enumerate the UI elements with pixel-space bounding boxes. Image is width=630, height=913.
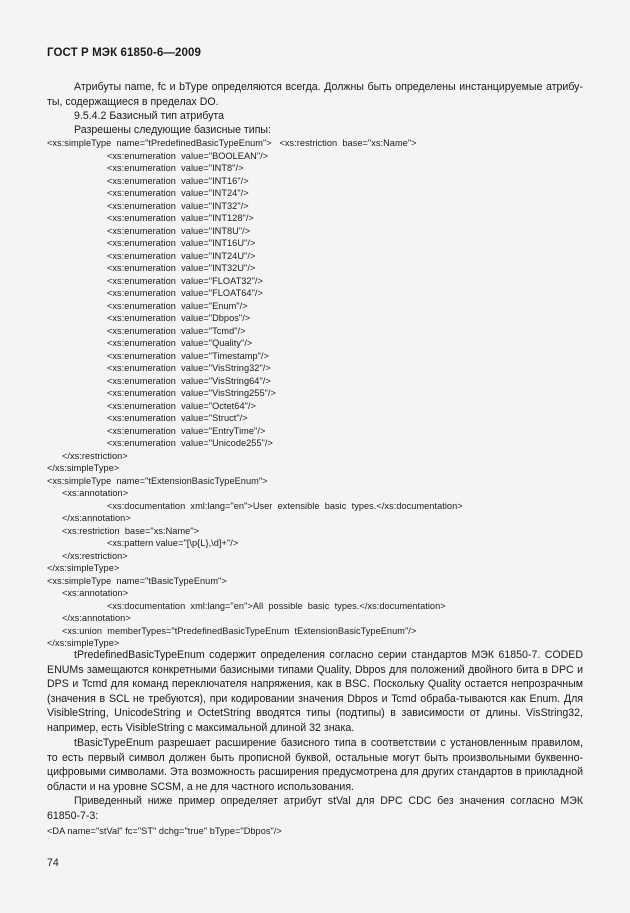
page-number: 74 xyxy=(47,857,59,869)
enum-line: <xs:enumeration value="Dbpos"/> xyxy=(107,313,251,323)
enum-line: <xs:enumeration value="VisString32"/> xyxy=(107,363,271,373)
enum-line: <xs:enumeration value="EntryTime"/> xyxy=(107,425,266,436)
enum-line: <xs:enumeration value="INT8"/> xyxy=(107,163,244,173)
intro-paragraph: Атрибуты name, fc и bType определяются всегда. Должны быть определены инстанцируемые атрибу-ты, содержащиеся в пределах DO. xyxy=(47,81,583,108)
code-line: <xs:documentation xml:lang="en">All possible basic types.</xs:documentation> xyxy=(107,600,446,611)
enum-line: <xs:enumeration value="INT24"/> xyxy=(107,188,249,198)
code-line: </xs:restriction> xyxy=(62,550,128,561)
code-line: </xs:simpleType> xyxy=(47,563,120,573)
code-line: <xs:annotation> xyxy=(62,588,129,598)
enum-line: <xs:enumeration value="VisString255"/> xyxy=(107,388,276,398)
enum-line: <xs:enumeration value="Quality"/> xyxy=(107,338,253,348)
code-line: <xs:simpleType name="tExtensionBasicTypeEnum"> xyxy=(47,475,268,486)
enum-line: <xs:enumeration value="INT128"/> xyxy=(107,213,254,223)
code-line: <xs:pattern value="[\p{L},\d]+"/> xyxy=(107,538,239,548)
enum-line: <xs:enumeration value="INT24U"/> xyxy=(107,250,256,261)
body-paragraph-basic: tBasicTypeEnum разрешает расширение базисного типа в соответствии с установленным правилом, то есть первый символ должен быть прописной буквой, остальные могут быть произвольными буквенно-цифровыми символами. Эта возможность расширения предусмотрена для других стандартов в прикладной области и на уровне SCSM, а не для частного использования. xyxy=(47,737,583,793)
enum-line: <xs:enumeration value="Struct"/> xyxy=(107,413,248,423)
body-paragraph-predefined: tPredefinedBasicTypeEnum содержит определения согласно серии стандартов МЭК 61850-7. CODED ENUMs замещаются конкретными базисными типами Quality, Dbpos для положений двойного бита в DPC и DPS и Tcmd для команд переключателя напряжения, как в BSC. Поскольку Quality остается непрозрачным (значения в SCL не требуются), при кодировании значения Dbpos и Tcmd обраба-тываются как Enum. Для VisibleString, UnicodeString и OctetString вводятся типы (подтипы) в зависимости от длины. VisString32, например, есть VisibleString с максимальной длиной 32 знака. xyxy=(47,649,583,734)
example-code-line: <DA name="stVal" fc="ST" dchg="true" bType="Dbpos"/> xyxy=(47,826,282,836)
enum-line: <xs:enumeration value="INT32U"/> xyxy=(107,263,256,273)
enum-line: <xs:enumeration value="INT8U"/> xyxy=(107,225,251,236)
code-line: <xs:simpleType name="tPredefinedBasicTypeEnum"> <xs:restriction base="xs:Name"> xyxy=(47,138,417,148)
enum-line: <xs:enumeration value="Timestamp"/> xyxy=(107,350,269,361)
code-line: </xs:simpleType> xyxy=(47,463,120,473)
enum-line: <xs:enumeration value="Enum"/> xyxy=(107,300,248,311)
enum-line: <xs:enumeration value="Octet64"/> xyxy=(107,400,256,411)
body-paragraph-example: Приведенный ниже пример определяет атрибут stVal для DPC CDC без значения согласно МЭК 61850-7-3: xyxy=(47,795,583,822)
enum-line: <xs:enumeration value="INT16U"/> xyxy=(107,238,256,248)
section-heading: 9.5.4.2 Базисный тип атрибута xyxy=(74,110,224,122)
code-line: </xs:restriction> xyxy=(62,450,128,461)
enum-line: <xs:enumeration value="BOOLEAN"/> xyxy=(107,150,269,161)
enum-line: <xs:enumeration value="FLOAT64"/> xyxy=(107,288,263,298)
code-line: <xs:restriction base="xs:Name"> xyxy=(62,525,200,536)
code-line: <xs:simpleType name="tBasicTypeEnum"> xyxy=(47,575,227,586)
allowed-types-text: Разрешены следующие базисные типы: xyxy=(74,124,271,136)
enum-line: <xs:enumeration value="VisString64"/> xyxy=(107,375,271,386)
code-line: <xs:annotation> xyxy=(62,488,129,498)
enum-line: <xs:enumeration value="INT32"/> xyxy=(107,200,249,211)
code-line: </xs:annotation> xyxy=(62,613,131,623)
enum-line: <xs:enumeration value="Tcmd"/> xyxy=(107,325,246,336)
page-header: ГОСТ Р МЭК 61850-6—2009 xyxy=(47,47,201,59)
code-line: </xs:annotation> xyxy=(62,513,131,523)
code-line: </xs:simpleType> xyxy=(47,638,120,648)
enum-line: <xs:enumeration value="FLOAT32"/> xyxy=(107,275,263,286)
code-line: <xs:union memberTypes="tPredefinedBasicTypeEnum tExtensionBasicTypeEnum"/> xyxy=(62,625,417,636)
enum-line: <xs:enumeration value="INT16"/> xyxy=(107,175,249,186)
code-line: <xs:documentation xml:lang="en">User extensible basic types.</xs:documentation> xyxy=(107,500,463,511)
enum-line: <xs:enumeration value="Unicode255"/> xyxy=(107,438,273,448)
